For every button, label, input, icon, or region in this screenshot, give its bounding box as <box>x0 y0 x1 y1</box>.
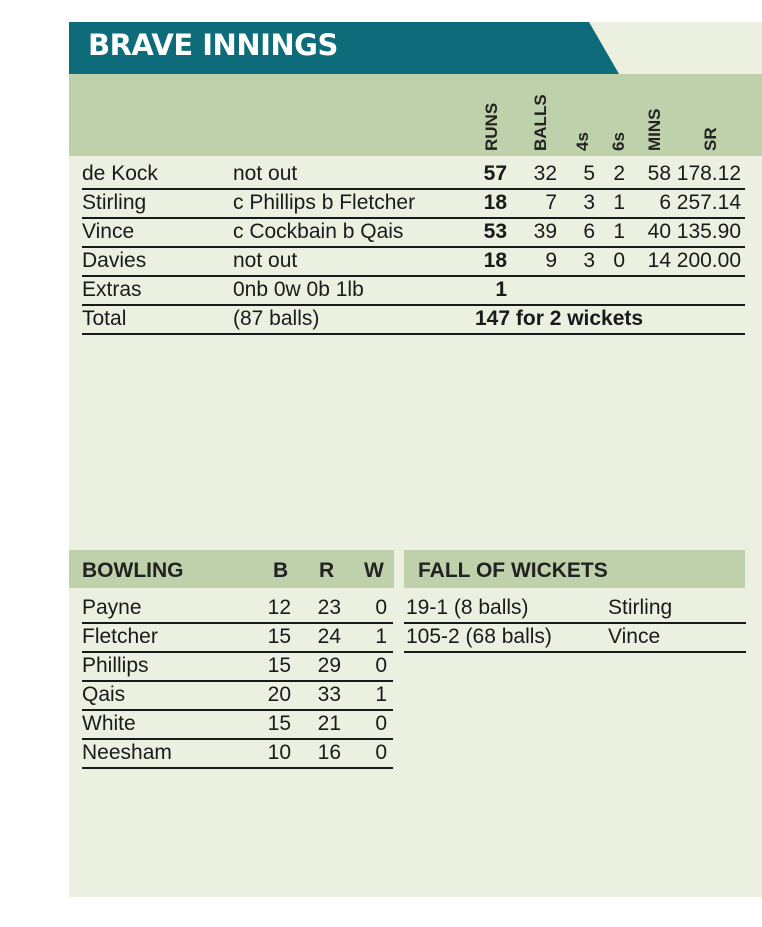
wicket-player: Stirling <box>608 596 673 619</box>
extras-runs: 1 <box>495 278 507 301</box>
bowler-wickets: 1 <box>375 625 387 648</box>
fall-of-wickets-title: FALL OF WICKETS <box>418 559 608 582</box>
extras-row <box>82 275 745 306</box>
total-row <box>82 304 745 335</box>
bowler-wickets: 0 <box>375 654 387 677</box>
header-fours: 4s <box>573 132 592 151</box>
bowler-balls: 15 <box>267 625 291 648</box>
bowling-row <box>82 709 393 740</box>
bowler-runs: 16 <box>317 741 341 764</box>
bowling-header-balls: B <box>273 559 289 582</box>
header-sixes: 6s <box>609 132 628 151</box>
bowling-header-runs: R <box>319 559 335 582</box>
bowler-name: Neesham <box>82 741 172 764</box>
bowler-balls: 15 <box>267 654 291 677</box>
batter-sixes: 2 <box>613 162 625 185</box>
batter-dismissal: c Phillips b Fletcher <box>233 191 416 214</box>
total-score: 147 for 2 wickets <box>475 307 644 330</box>
bowler-balls: 20 <box>267 683 291 706</box>
bowler-runs: 33 <box>317 683 341 706</box>
bowling-row <box>82 593 393 624</box>
batter-sixes: 0 <box>613 249 625 272</box>
batter-balls: 9 <box>545 249 557 272</box>
batter-dismissal: not out <box>233 162 298 185</box>
batter-strike-rate: 200.00 <box>676 249 741 272</box>
bowler-name: Phillips <box>82 654 149 677</box>
batter-balls: 7 <box>545 191 557 214</box>
bowler-wickets: 1 <box>375 683 387 706</box>
batter-name: Vince <box>82 220 135 243</box>
scorecard-title: BRAVE INNINGS <box>88 28 338 62</box>
batter-runs: 18 <box>483 191 507 214</box>
batter-balls: 39 <box>533 220 557 243</box>
header-sr: SR <box>701 127 720 151</box>
bowling-header <box>69 550 394 588</box>
batter-runs: 18 <box>483 249 507 272</box>
batter-mins: 14 <box>647 249 671 272</box>
batter-fours: 3 <box>583 249 595 272</box>
bowling-row <box>82 680 393 711</box>
bowler-balls: 10 <box>267 741 291 764</box>
bowling-row <box>82 738 393 769</box>
fall-of-wickets-header <box>404 550 745 588</box>
header-balls: BALLS <box>531 94 550 151</box>
total-label: Total <box>82 307 127 330</box>
bowling-row <box>82 622 393 653</box>
batting-row <box>82 159 745 190</box>
batter-name: de Kock <box>82 162 158 185</box>
batter-runs: 57 <box>483 162 507 185</box>
batter-strike-rate: 257.14 <box>676 191 741 214</box>
bowler-runs: 24 <box>317 625 341 648</box>
batter-fours: 6 <box>583 220 595 243</box>
batter-mins: 58 <box>647 162 671 185</box>
bowler-name: Payne <box>82 596 142 619</box>
bowler-name: Qais <box>82 683 126 706</box>
batter-mins: 40 <box>647 220 671 243</box>
bowler-wickets: 0 <box>375 741 387 764</box>
header-runs: RUNS <box>482 102 501 151</box>
batting-row <box>82 188 745 219</box>
wicket-score: 105-2 (68 balls) <box>406 625 552 648</box>
header-mins: MINS <box>645 108 664 151</box>
batting-row <box>82 246 745 277</box>
bowler-balls: 15 <box>267 712 291 735</box>
batter-mins: 6 <box>659 191 671 214</box>
wicket-player: Vince <box>608 625 661 648</box>
extras-detail: 0nb 0w 0b 1lb <box>233 278 364 301</box>
batter-balls: 32 <box>533 162 557 185</box>
bowler-name: Fletcher <box>82 625 158 648</box>
bowling-title: BOWLING <box>82 559 184 582</box>
fall-of-wicket-row <box>404 622 746 653</box>
wicket-score: 19-1 (8 balls) <box>406 596 529 619</box>
batter-dismissal: not out <box>233 249 298 272</box>
total-detail: (87 balls) <box>233 307 320 330</box>
extras-label: Extras <box>82 278 142 301</box>
bowling-row <box>82 651 393 682</box>
bowler-balls: 12 <box>267 596 291 619</box>
bowler-runs: 23 <box>317 596 341 619</box>
batter-fours: 3 <box>583 191 595 214</box>
bowler-runs: 21 <box>317 712 341 735</box>
bowler-runs: 29 <box>317 654 341 677</box>
bowler-name: White <box>82 712 136 735</box>
batter-name: Davies <box>82 249 147 272</box>
fall-of-wicket-row <box>404 593 746 624</box>
batter-strike-rate: 135.90 <box>676 220 741 243</box>
batter-fours: 5 <box>583 162 595 185</box>
batter-dismissal: c Cockbain b Qais <box>233 220 404 243</box>
batting-row <box>82 217 745 248</box>
batter-runs: 53 <box>483 220 507 243</box>
bowler-wickets: 0 <box>375 712 387 735</box>
bowler-wickets: 0 <box>375 596 387 619</box>
bowling-header-wickets: W <box>364 559 384 582</box>
batter-strike-rate: 178.12 <box>676 162 741 185</box>
batter-sixes: 1 <box>613 220 625 243</box>
batter-name: Stirling <box>82 191 147 214</box>
batter-sixes: 1 <box>613 191 625 214</box>
